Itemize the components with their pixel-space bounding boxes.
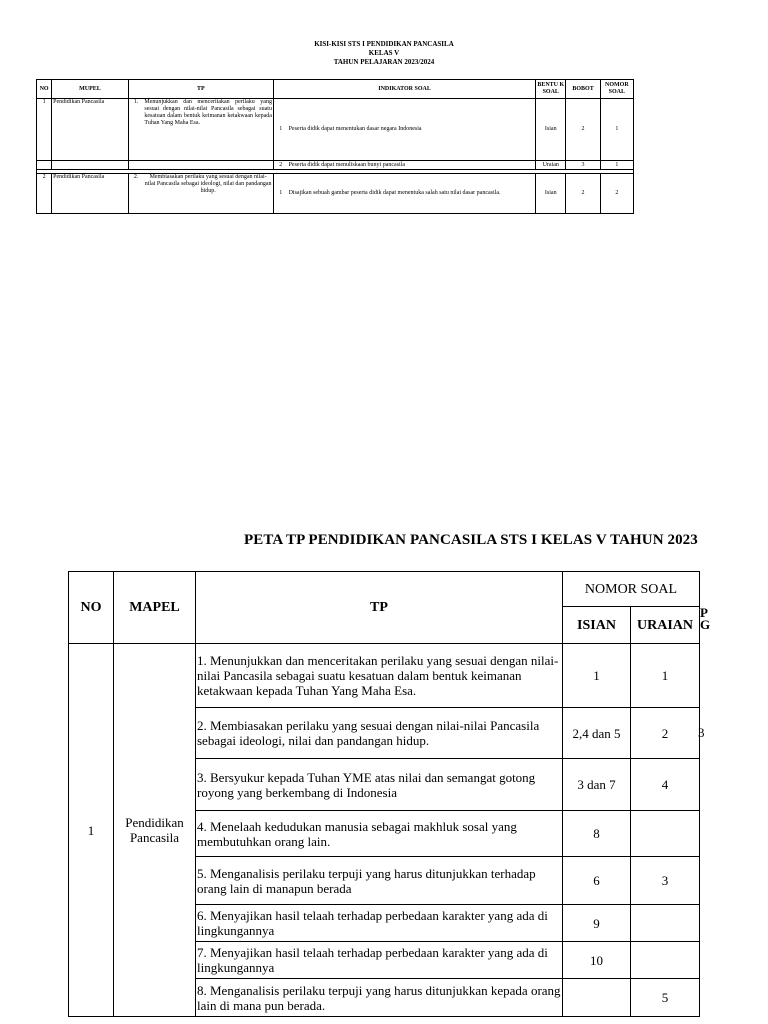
kisi-header-bobot: BOBOT (566, 80, 600, 99)
peta-tp: 8. Menganalisis perilaku terpuji yang harus ditunjukkan kepada orang lain di mana pun berada. (196, 979, 563, 1017)
peta-header-isian: ISIAN (563, 607, 631, 644)
kisi-header-row (37, 80, 634, 99)
kisi-row-tp-no: 2. (128, 174, 143, 214)
peta-edge-value: 3 (698, 725, 705, 740)
kisi-row-tp-no: 1. (128, 99, 143, 161)
kisi-table (36, 79, 634, 214)
kisi-row-indikator: Peserta didik dapat menuliskaan bunyi pancasila (288, 161, 536, 170)
peta-no: 1 (69, 644, 114, 1017)
peta-row (69, 644, 700, 708)
peta-edge-header: P G (700, 605, 711, 632)
kisi-row-bobot: 2 (566, 99, 600, 161)
kisi-row-ind-no: 1 (273, 99, 287, 161)
peta-tp: 3. Bersyukur kepada Tuhan YME atas nilai dan semangat gotong royong yang berkembang di Indonesia (196, 759, 563, 811)
peta-table-wrap (68, 571, 700, 1017)
kisi-row-indikator: Peserta didik dapat menentukan dasar negara Indonesia (288, 99, 536, 161)
peta-uraian (631, 905, 700, 942)
peta-isian: 10 (563, 942, 631, 979)
kisi-header-nomor: NOMOR SOAL (600, 80, 633, 99)
kisi-row-bobot: 3 (566, 161, 600, 170)
peta-mapel: Pendidikan Pancasila (114, 644, 196, 1017)
kisi-row-mupel: Pendidikan Pancasila (52, 99, 129, 161)
kisi-row-nomor: 2 (600, 174, 633, 214)
kisi-cell-empty (52, 161, 129, 170)
kisi-row-indikator: Disajikan sebuah gambar peserta didik dapat menentuka salah satu nilai dasar pancasila. (288, 174, 536, 214)
peta-tp: 6. Menyajikan hasil telaah terhadap perbedaan karakter yang ada di lingkungannya (196, 905, 563, 942)
peta-isian (563, 979, 631, 1017)
peta-header-no: NO (69, 572, 114, 644)
kisi-row (37, 99, 634, 161)
peta-header-tp: TP (196, 572, 563, 644)
peta-isian: 2,4 dan 5 (563, 708, 631, 759)
kisi-title-line-2: KELAS V (368, 49, 400, 57)
peta-header-nomor-soal: NOMOR SOAL (563, 572, 700, 607)
kisi-title-line-3: TAHUN PELAJARAN 2023/2024 (333, 58, 435, 66)
kisi-title-line-1: KISI-KISI STS I PENDIDIKAN PANCASILA (314, 40, 454, 48)
kisi-cell-empty (128, 161, 143, 170)
peta-uraian (631, 811, 700, 857)
peta-uraian: 2 (631, 708, 700, 759)
page-1-bottom-edge (0, 219, 768, 229)
kisi-header-indikator: INDIKATOR SOAL (273, 80, 535, 99)
peta-uraian (631, 942, 700, 979)
kisi-header-no: NO (37, 80, 52, 99)
kisi-row-ind-no: 1 (273, 174, 287, 214)
peta-header-uraian: URAIAN (631, 607, 700, 644)
page-2-bottom-edge (0, 1018, 768, 1024)
kisi-row-bentuk: Uraian (536, 161, 566, 170)
kisi-row-mupel: Pendidikan Pancasila (52, 174, 129, 214)
kisi-cell-empty (37, 161, 52, 170)
kisi-row-nomor: 1 (600, 161, 633, 170)
kisi-title (0, 40, 768, 67)
kisi-row-tp: Membiasakan perilaku yang sesuai dengan nilai-nilai Pancasila sebagai ideologi, nilai dan pandangan hidup. (143, 174, 273, 214)
kisi-header-bentuk: BENTU K SOAL (536, 80, 566, 99)
kisi-header-tp: TP (128, 80, 273, 99)
kisi-row-bobot: 2 (566, 174, 600, 214)
peta-uraian: 1 (631, 644, 700, 708)
kisi-row (37, 161, 634, 170)
kisi-row-tp: Menunjukkan dan menceritakan perilaku yang sesuai dengan nilai-nilai Pancasila sebagai suatu kesatuan dalam bentuk keimanan ketakwaan kepada Tuhan Yang Maha Esa. (143, 99, 273, 161)
peta-tp: 7. Menyajikan hasil telaah terhadap perbedaan karakter yang ada di lingkungannya (196, 942, 563, 979)
peta-isian: 6 (563, 857, 631, 905)
peta-title: PETA TP PENDIDIKAN PANCASILA STS I KELAS V TAHUN 2023 (244, 532, 698, 548)
peta-uraian: 3 (631, 857, 700, 905)
kisi-header-mupel: MUPEL (52, 80, 129, 99)
peta-header-row (69, 572, 700, 607)
kisi-row-no: 2 (37, 174, 52, 214)
peta-uraian: 5 (631, 979, 700, 1017)
peta-isian: 9 (563, 905, 631, 942)
kisi-row-ind-no: 2 (273, 161, 287, 170)
peta-tp: 4. Menelaah kedudukan manusia sebagai makhluk sosal yang membutuhkan orang lain. (196, 811, 563, 857)
kisi-cell-empty (143, 161, 273, 170)
kisi-row-bentuk: Isian (536, 99, 566, 161)
peta-tp: 5. Menganalisis perilaku terpuji yang harus ditunjukkan terhadap orang lain di manapun berada (196, 857, 563, 905)
peta-uraian: 4 (631, 759, 700, 811)
peta-isian: 1 (563, 644, 631, 708)
peta-tp: 1. Menunjukkan dan menceritakan perilaku yang sesuai dengan nilai-nilai Pancasila sebagai suatu kesatuan dalam bentuk keimanan ketakwaan kepada Tuhan Yang Maha Esa. (196, 644, 563, 708)
kisi-row (37, 174, 634, 214)
peta-header-mapel: MAPEL (114, 572, 196, 644)
peta-tp: 2. Membiasakan perilaku yang sesuai dengan nilai-nilai Pancasila sebagai ideologi, nilai dan pandangan hidup. (196, 708, 563, 759)
peta-isian: 8 (563, 811, 631, 857)
peta-isian: 3 dan 7 (563, 759, 631, 811)
kisi-row-no: 1 (37, 99, 52, 161)
peta-table (68, 571, 700, 1017)
kisi-row-nomor: 1 (600, 99, 633, 161)
kisi-row-bentuk: Isian (536, 174, 566, 214)
